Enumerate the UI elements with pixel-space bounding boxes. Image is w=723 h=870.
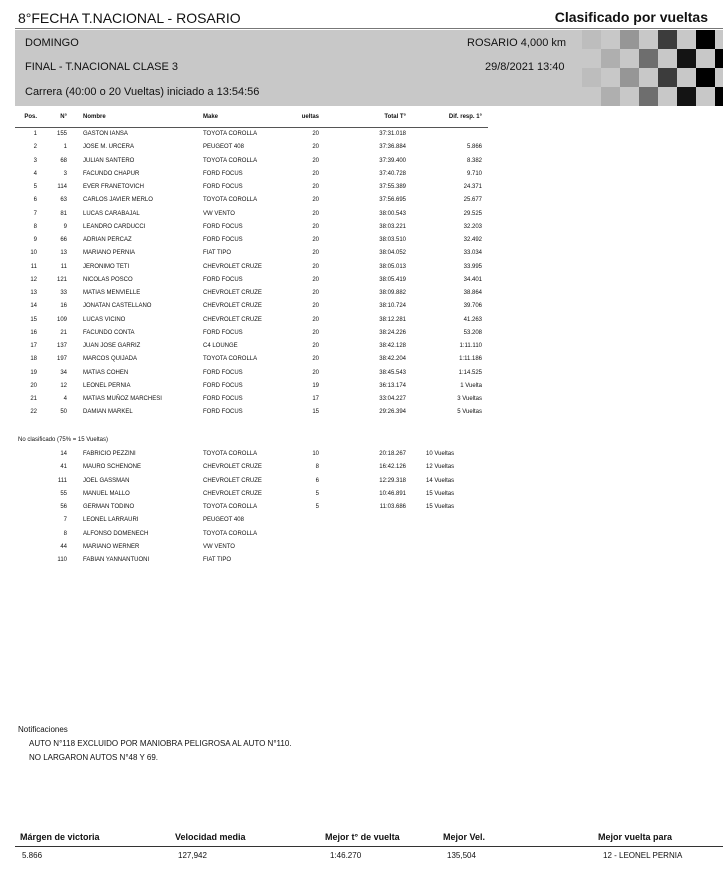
result-name: GASTON IANSA [83, 131, 128, 137]
result-laps: 20 [312, 329, 319, 336]
result-make: FORD FOCUS [203, 382, 243, 389]
result-gap: 1 Vuelta [460, 382, 482, 389]
result-laps: 20 [312, 157, 319, 164]
result-row [15, 396, 723, 409]
result-name: JERONIMO TETI [83, 263, 130, 270]
result-make: TOYOTA COROLLA [203, 197, 258, 204]
result-pos: 3 [33, 157, 37, 164]
results-header-row [15, 114, 723, 126]
nc-laps: 5 [315, 490, 319, 497]
result-name: DAMIAN MARKEL [83, 409, 133, 416]
result-laps: 20 [312, 223, 319, 230]
result-gap: 24.371 [463, 184, 482, 190]
result-row [15, 317, 723, 330]
result-pos: 4 [33, 170, 37, 177]
footer-divider [15, 846, 723, 847]
result-gap: 5.866 [466, 144, 482, 151]
nc-name: MARIANO WERNER [83, 543, 140, 550]
nc-number: 110 [57, 557, 67, 563]
result-name: JONATAN CASTELLANO [83, 303, 152, 310]
nc-make: VW VENTO [203, 543, 235, 550]
result-make: FIAT TIPO [203, 250, 232, 257]
nc-name: FABIAN YANNANTUONI [83, 557, 150, 563]
result-number: 68 [60, 157, 67, 164]
result-pos: 15 [30, 316, 37, 323]
result-pos: 7 [33, 210, 37, 217]
banner-session: FINAL - T.NACIONAL CLASE 3 [25, 61, 179, 73]
nc-number: 41 [60, 464, 67, 471]
result-make: FORD FOCUS [203, 237, 243, 243]
result-make: TOYOTA COROLLA [203, 131, 258, 137]
header-underline [15, 127, 488, 128]
result-pos: 14 [30, 303, 37, 310]
result-total-time: 37:39.400 [379, 157, 406, 164]
result-name: LUCAS CARABAJAL [83, 210, 140, 217]
result-number: 9 [63, 223, 67, 230]
nc-name: ALFONSO DOMENECH [83, 530, 149, 537]
result-make: CHEVROLET CRUZE [203, 316, 262, 323]
result-row [15, 211, 723, 224]
result-row [15, 264, 723, 277]
result-laps: 20 [312, 250, 319, 257]
nc-make: CHEVROLET CRUZE [203, 490, 262, 497]
result-name: ADRIAN PERCAZ [83, 237, 132, 243]
result-laps: 20 [312, 197, 319, 204]
result-name: MARIANO PERNIA [83, 250, 136, 257]
result-total-time: 38:09.882 [379, 290, 406, 296]
result-row [15, 237, 723, 250]
page-title: 8°FECHA T.NACIONAL - ROSARIO [18, 10, 241, 26]
result-row [15, 409, 723, 422]
result-number: 121 [56, 276, 67, 283]
result-laps: 20 [312, 131, 319, 137]
result-gap: 33.034 [463, 250, 482, 257]
not-classified-row [15, 557, 723, 570]
result-number: 33 [60, 290, 67, 296]
result-number: 109 [56, 316, 67, 323]
result-gap: 9.710 [466, 170, 482, 177]
result-number: 4 [63, 396, 67, 402]
result-row [15, 131, 723, 144]
nc-laps: 8 [315, 464, 319, 471]
nc-total-time: 11:03.686 [379, 504, 406, 510]
result-name: LEONEL PERNIA [83, 382, 131, 389]
result-name: MATIAS MENVIELLE [83, 290, 141, 296]
result-number: 81 [60, 210, 67, 217]
best-lap-driver-value: 12 - LEONEL PERNIA [603, 851, 683, 860]
nc-total-time: 20:18.267 [379, 451, 406, 457]
nc-laps: 10 [312, 451, 319, 457]
result-gap: 25.677 [463, 197, 482, 204]
result-row [15, 290, 723, 303]
result-total-time: 38:00.543 [379, 210, 406, 217]
result-total-time: 38:10.724 [379, 303, 406, 310]
result-gap: 1:14.525 [458, 369, 482, 376]
notes-title: Notificaciones [18, 725, 68, 734]
result-laps: 20 [312, 184, 319, 190]
nc-name: GERMAN TODINO [83, 504, 135, 510]
result-pos: 18 [30, 356, 37, 363]
col-laps: ueltas [301, 114, 319, 120]
result-name: LEANDRO CARDUCCI [83, 223, 146, 230]
result-name: JUAN JOSE GARRIZ [83, 343, 141, 349]
result-gap: 3 Vueltas [457, 396, 482, 402]
result-laps: 19 [312, 382, 319, 389]
result-row [15, 250, 723, 263]
result-row [15, 277, 723, 290]
result-name: MARCOS QUIJADA [83, 356, 138, 363]
result-row [15, 383, 723, 396]
header-divider [15, 28, 723, 29]
result-number: 155 [56, 131, 67, 137]
nc-gap: 10 Vueltas [426, 451, 455, 457]
result-pos: 20 [30, 382, 37, 389]
result-number: 13 [60, 250, 67, 257]
col-total-time: Total T° [384, 114, 406, 120]
not-classified-title: No clasificado (75% = 15 Vueltas) [18, 437, 108, 443]
result-gap: 5 Vueltas [457, 409, 482, 416]
result-gap: 29.525 [463, 210, 482, 217]
result-total-time: 36:13.174 [379, 382, 406, 389]
result-laps: 20 [312, 263, 319, 270]
result-name: JOSE M. URCERA [83, 144, 135, 151]
result-laps: 17 [312, 396, 319, 402]
result-name: JULIAN SANTERO [83, 157, 135, 164]
note-line: AUTO N°118 EXCLUIDO POR MANIOBRA PELIGROSA AL AUTO N°110. [29, 739, 292, 748]
result-row [15, 303, 723, 316]
not-classified-row [15, 531, 723, 544]
result-make: PEUGEOT 408 [203, 144, 244, 151]
nc-make: TOYOTA COROLLA [203, 504, 258, 510]
nc-name: LEONEL LARRAURI [83, 517, 139, 524]
result-name: MATIAS COHEN [83, 369, 129, 376]
result-total-time: 38:04.052 [379, 250, 406, 257]
result-pos: 21 [30, 396, 37, 402]
best-speed-label: Mejor Vel. [443, 832, 486, 842]
not-classified-row [15, 544, 723, 557]
nc-make: TOYOTA COROLLA [203, 451, 258, 457]
nc-make: PEUGEOT 408 [203, 517, 244, 524]
avg-speed-value: 127,942 [178, 851, 207, 860]
banner-race-info: Carrera (40:00 o 20 Vueltas) iniciado a 13:54:56 [25, 86, 260, 98]
result-total-time: 38:12.281 [379, 316, 406, 323]
result-total-time: 33:04.227 [379, 396, 406, 402]
not-classified-row [15, 464, 723, 477]
result-make: FORD FOCUS [203, 369, 243, 376]
result-pos: 6 [33, 197, 37, 204]
result-make: VW VENTO [203, 210, 235, 217]
result-gap: 33.995 [463, 263, 482, 270]
nc-gap: 12 Vueltas [426, 464, 455, 471]
margin-value: 5.866 [22, 851, 43, 860]
report-subtitle: Clasificado por vueltas [554, 9, 708, 25]
nc-gap: 15 Vueltas [426, 504, 455, 510]
nc-make: CHEVROLET CRUZE [203, 464, 262, 471]
result-pos: 11 [30, 263, 37, 270]
result-pos: 16 [30, 329, 37, 336]
nc-gap: 15 Vueltas [426, 490, 455, 497]
nc-laps: 6 [315, 477, 319, 484]
result-laps: 20 [312, 276, 319, 283]
result-pos: 17 [30, 343, 37, 349]
result-laps: 20 [312, 316, 319, 323]
nc-number: 44 [60, 543, 67, 550]
result-total-time: 38:42.204 [379, 356, 406, 363]
result-name: MATIAS MUÑOZ MARCHESI [83, 396, 162, 402]
result-total-time: 38:42.128 [379, 343, 406, 349]
nc-make: TOYOTA COROLLA [203, 530, 258, 537]
result-total-time: 38:24.226 [379, 329, 406, 336]
result-total-time: 38:03.510 [379, 237, 406, 243]
result-laps: 20 [312, 303, 319, 310]
best-lap-value: 1:46.270 [330, 851, 362, 860]
result-make: FORD FOCUS [203, 170, 243, 177]
result-laps: 20 [312, 170, 319, 177]
result-gap: 32.492 [463, 237, 482, 243]
result-laps: 20 [312, 343, 319, 349]
nc-name: MAURO SCHENONE [83, 464, 142, 471]
best-lap-driver-label: Mejor vuelta para [598, 832, 673, 842]
result-gap: 38.864 [463, 290, 482, 296]
result-name: LUCAS VICINO [83, 316, 126, 323]
result-pos: 5 [33, 184, 37, 190]
nc-gap: 14 Vueltas [426, 477, 455, 484]
result-laps: 20 [312, 210, 319, 217]
note-line: NO LARGARON AUTOS N°48 Y 69. [29, 753, 159, 762]
result-pos: 12 [30, 276, 37, 283]
result-total-time: 37:56.695 [379, 197, 406, 204]
nc-number: 56 [60, 504, 67, 510]
session-banner [15, 30, 723, 106]
result-number: 197 [56, 356, 67, 363]
nc-make: FIAT TIPO [203, 557, 232, 563]
result-pos: 8 [33, 223, 37, 230]
result-name: FACUNDO CONTA [83, 329, 135, 336]
result-number: 11 [60, 263, 67, 270]
result-row [15, 171, 723, 184]
col-name: Nombre [83, 114, 106, 120]
result-row [15, 184, 723, 197]
result-make: FORD FOCUS [203, 184, 243, 190]
result-number: 50 [60, 409, 67, 416]
best-lap-label: Mejor t° de vuelta [325, 832, 400, 842]
result-make: C4 LOUNGE [203, 343, 238, 349]
result-row [15, 224, 723, 237]
result-laps: 20 [312, 290, 319, 296]
not-classified-row [15, 504, 723, 517]
result-pos: 19 [30, 369, 37, 376]
nc-number: 14 [60, 451, 67, 457]
col-pos: Pos. [24, 114, 37, 120]
result-name: FACUNDO CHAPUR [83, 170, 140, 177]
not-classified-row [15, 451, 723, 464]
col-gap: Dif. resp. 1° [448, 114, 482, 120]
result-number: 137 [56, 343, 67, 349]
result-number: 16 [60, 303, 67, 310]
result-gap: 8.382 [466, 157, 482, 164]
banner-datetime: 29/8/2021 13:40 [485, 61, 565, 73]
result-total-time: 38:45.543 [379, 369, 406, 376]
nc-total-time: 16:42.126 [379, 464, 406, 471]
not-classified-row [15, 478, 723, 491]
result-make: FORD FOCUS [203, 276, 243, 283]
result-laps: 15 [312, 409, 319, 416]
result-make: FORD FOCUS [203, 396, 243, 402]
result-number: 12 [60, 382, 67, 389]
result-row [15, 197, 723, 210]
result-make: TOYOTA COROLLA [203, 356, 258, 363]
result-pos: 10 [30, 250, 37, 257]
not-classified-row [15, 517, 723, 530]
best-speed-value: 135,504 [447, 851, 476, 860]
result-total-time: 37:55.389 [379, 184, 406, 190]
banner-day: DOMINGO [25, 37, 79, 49]
banner-venue: ROSARIO 4,000 km [467, 37, 567, 49]
nc-total-time: 12:29.318 [379, 477, 406, 484]
result-number: 66 [60, 237, 67, 243]
nc-total-time: 10:46.891 [379, 490, 406, 497]
result-gap: 39.706 [463, 303, 482, 310]
result-pos: 22 [30, 409, 37, 416]
nc-name: FABRICIO PEZZINI [83, 451, 136, 457]
result-row [15, 343, 723, 356]
result-row [15, 370, 723, 383]
result-number: 3 [63, 170, 67, 177]
result-row [15, 158, 723, 171]
nc-laps: 5 [315, 504, 319, 510]
result-name: EVER FRANETOVICH [83, 184, 144, 190]
result-make: FORD FOCUS [203, 409, 243, 416]
avg-speed-label: Velocidad media [175, 832, 246, 842]
result-row [15, 356, 723, 369]
result-laps: 20 [312, 144, 319, 151]
result-total-time: 38:03.221 [379, 223, 406, 230]
result-make: FORD FOCUS [203, 329, 243, 336]
result-gap: 34.401 [463, 276, 482, 283]
checkered-flag-icon [582, 30, 723, 106]
result-laps: 20 [312, 237, 319, 243]
nc-number: 111 [57, 477, 67, 484]
result-gap: 53.208 [463, 329, 482, 336]
result-make: TOYOTA COROLLA [203, 157, 258, 164]
nc-number: 55 [60, 490, 67, 497]
result-pos: 2 [33, 144, 37, 151]
nc-make: CHEVROLET CRUZE [203, 477, 262, 484]
col-number: N° [60, 114, 67, 120]
result-make: CHEVROLET CRUZE [203, 303, 262, 310]
result-total-time: 37:36.884 [379, 144, 406, 151]
result-number: 63 [60, 197, 67, 204]
result-number: 114 [57, 184, 67, 190]
result-total-time: 29:26.394 [379, 409, 406, 416]
result-row [15, 144, 723, 157]
result-total-time: 37:31.018 [379, 131, 406, 137]
result-make: FORD FOCUS [203, 223, 243, 230]
result-number: 34 [60, 369, 67, 376]
result-gap: 41.263 [463, 316, 482, 323]
nc-number: 7 [63, 517, 67, 524]
result-make: CHEVROLET CRUZE [203, 290, 262, 296]
result-total-time: 38:05.419 [379, 276, 406, 283]
result-make: CHEVROLET CRUZE [203, 263, 262, 270]
nc-number: 8 [63, 530, 67, 537]
result-number: 21 [60, 329, 67, 336]
result-row [15, 330, 723, 343]
result-laps: 20 [312, 356, 319, 363]
result-number: 1 [63, 144, 67, 151]
nc-name: JOEL GASSMAN [83, 477, 130, 484]
nc-name: MANUEL MALLO [83, 490, 130, 497]
result-gap: 1:11.186 [459, 356, 482, 363]
not-classified-row [15, 491, 723, 504]
result-laps: 20 [312, 369, 319, 376]
result-total-time: 37:40.728 [379, 170, 406, 177]
result-gap: 32.203 [463, 223, 482, 230]
margin-label: Márgen de victoria [20, 832, 100, 842]
result-total-time: 38:05.013 [379, 263, 406, 270]
result-name: NICOLAS POSCO [83, 276, 133, 283]
result-gap: 1:11.110 [459, 343, 482, 349]
col-make: Make [203, 114, 219, 120]
result-pos: 9 [33, 237, 37, 243]
result-pos: 1 [33, 131, 37, 137]
result-pos: 13 [30, 290, 37, 296]
result-name: CARLOS JAVIER MERLO [83, 197, 153, 204]
